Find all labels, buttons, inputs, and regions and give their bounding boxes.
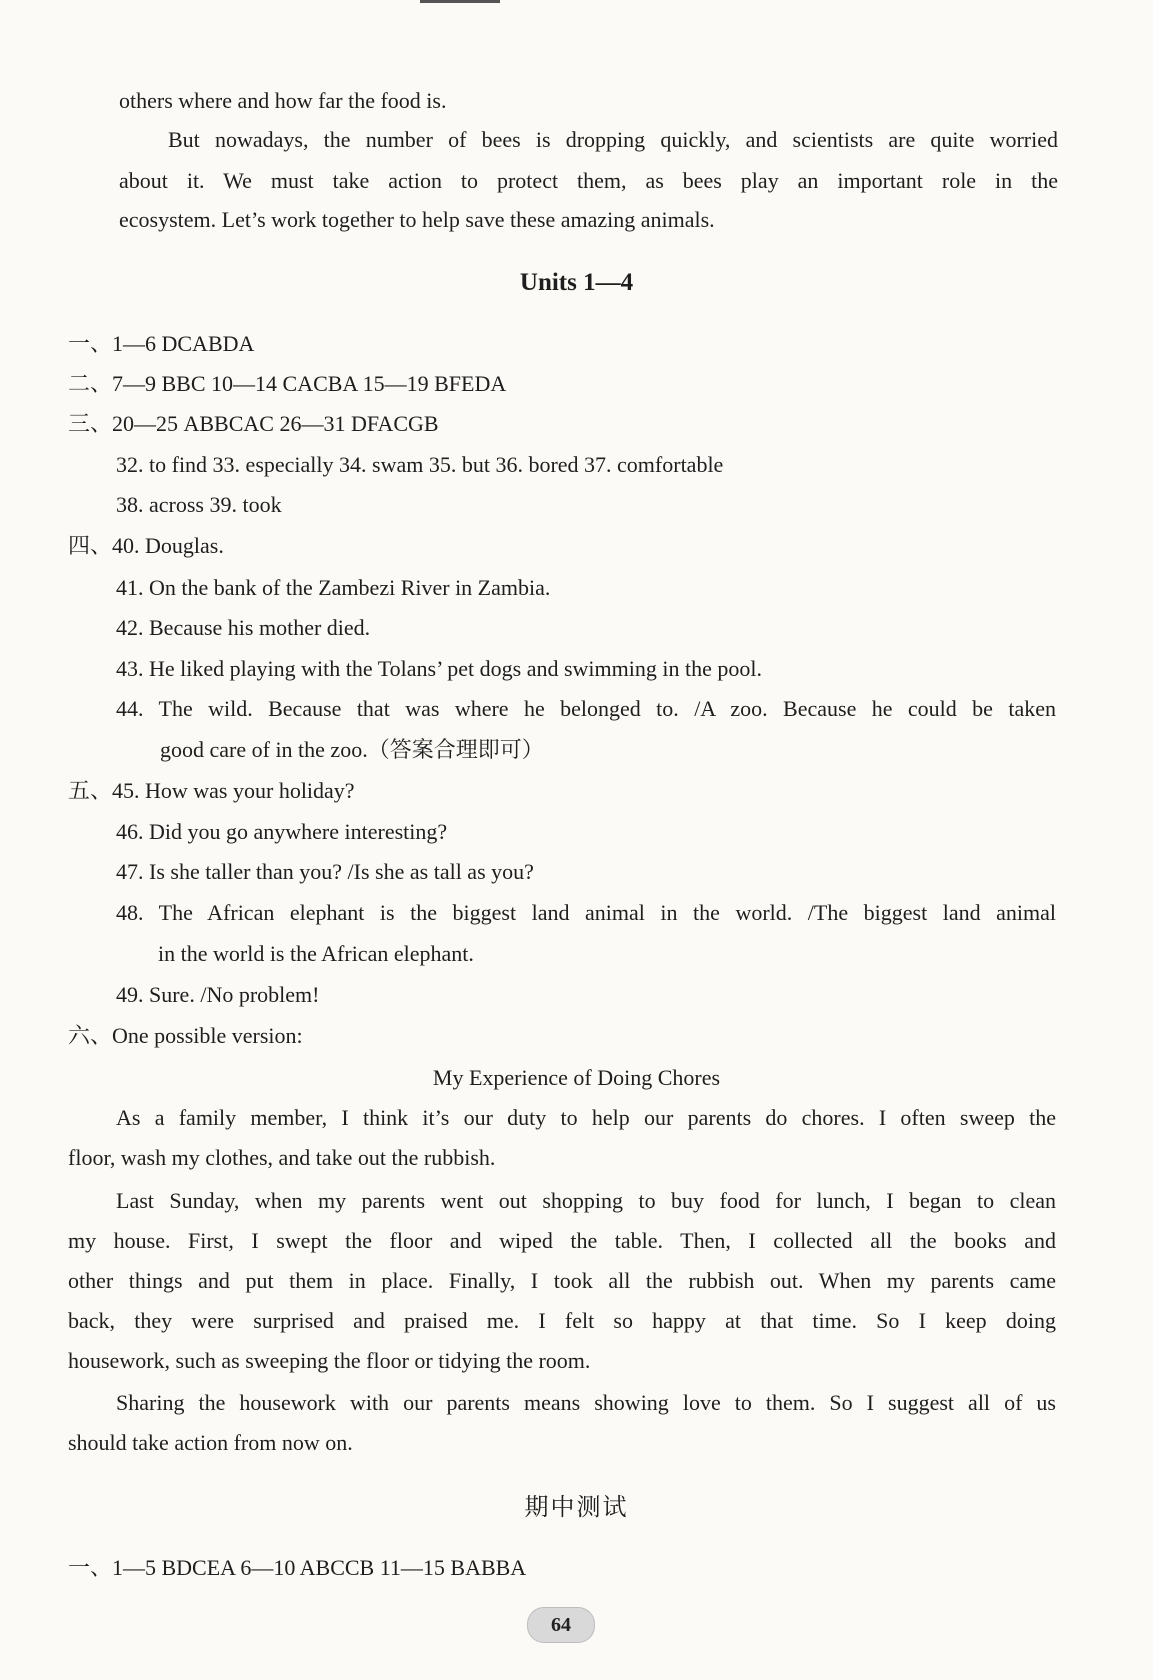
passage-line: ecosystem. Let’s work together to help save these amazing animals. [119, 207, 715, 232]
answer-line: 四、40. Douglas. [68, 533, 224, 558]
essay-line: As a family member, I think it’s our duty to help our parents do chores. I often sweep the [116, 1105, 1056, 1130]
answer-line: 42. Because his mother died. [116, 615, 371, 640]
answer-line: 38. across 39. took [116, 492, 282, 517]
answer-line: 五、45. How was your holiday? [68, 778, 355, 803]
essay-line: my house. First, I swept the floor and wiped the table. Then, I collected all the books and [68, 1228, 1056, 1253]
passage-line: others where and how far the food is. [119, 88, 447, 113]
answer-line: 49. Sure. /No problem! [116, 982, 320, 1007]
answer-line: 44. The wild. Because that was where he belonged to. /A zoo. Because he could be taken [116, 696, 1056, 721]
answer-line: 41. On the bank of the Zambezi River in Zambia. [116, 575, 551, 600]
section-title-units: Units 1—4 [519, 269, 634, 296]
essay-line: floor, wash my clothes, and take out the rubbish. [68, 1145, 496, 1170]
essay-line: other things and put them in place. Finally, I took all the rubbish out. When my parents came [68, 1268, 1056, 1293]
essay-line: housework, such as sweeping the floor or tidying the room. [68, 1348, 591, 1373]
answer-line: in the world is the African elephant. [158, 941, 474, 966]
essay-line: should take action from now on. [68, 1430, 353, 1455]
answer-line: 47. Is she taller than you? /Is she as tall as you? [116, 859, 534, 884]
page-number-badge: 64 [527, 1607, 595, 1643]
passage-line: But nowadays, the number of bees is dropping quickly, and scientists are quite worried [168, 127, 1058, 152]
answer-line: 一、1—5 BDCEA 6—10 ABCCB 11—15 BABBA [68, 1555, 527, 1580]
answer-line: 二、7—9 BBC 10—14 CACBA 15—19 BFEDA [68, 371, 507, 396]
answer-line: 一、1—6 DCABDA [68, 331, 255, 356]
section-title-midterm: 期中测试 [524, 1495, 629, 1521]
answer-line: 三、20—25 ABBCAC 26—31 DFACGB [68, 411, 439, 436]
answer-line: 43. He liked playing with the Tolans’ pet dogs and swimming in the pool. [116, 656, 762, 681]
answer-line: 32. to find 33. especially 34. swam 35. but 36. bored 37. comfortable [116, 452, 724, 477]
answer-line: 六、One possible version: [68, 1023, 303, 1048]
answer-line: 46. Did you go anywhere interesting? [116, 819, 448, 844]
answer-line: good care of in the zoo.（答案合理即可） [160, 737, 544, 762]
top-rule [420, 0, 500, 3]
essay-line: Last Sunday, when my parents went out shopping to buy food for lunch, I began to clean [116, 1188, 1056, 1213]
essay-line: Sharing the housework with our parents means showing love to them. So I suggest all of us [116, 1390, 1056, 1415]
essay-line: back, they were surprised and praised me. I felt so happy at that time. So I keep doing [68, 1308, 1056, 1333]
passage-line: about it. We must take action to protect them, as bees play an important role in the [119, 168, 1058, 193]
answer-line: 48. The African elephant is the biggest land animal in the world. /The biggest land animal [116, 900, 1056, 925]
essay-title: My Experience of Doing Chores [432, 1065, 721, 1090]
